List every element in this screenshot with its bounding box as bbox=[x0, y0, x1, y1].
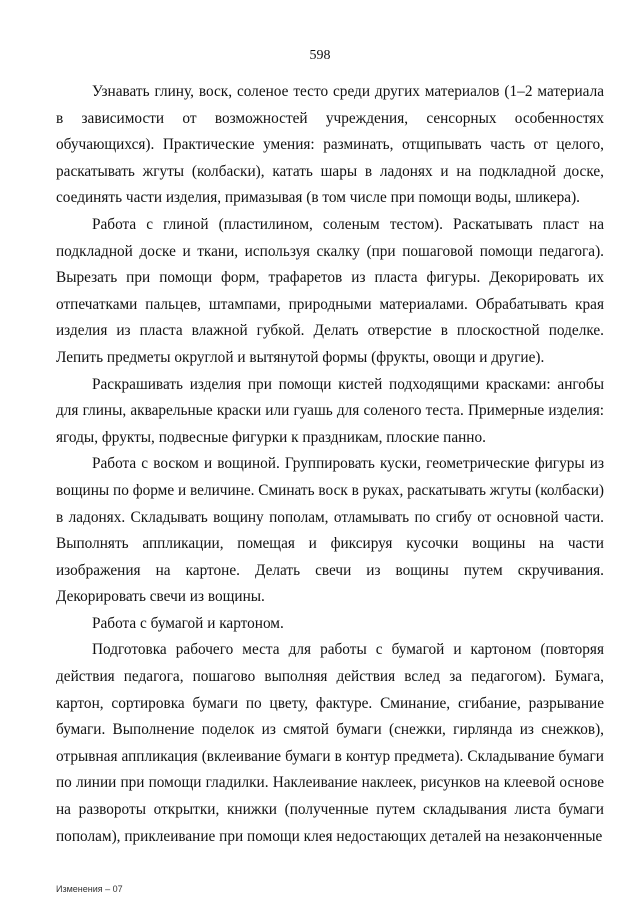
paragraph-1: Узнавать глину, воск, соленое тесто среди других материалов (1–2 материала в зависимости от возможностей учреждения, сенсорных особенностях обучающихся). Практические умения: разминать, отщипывать часть от целого, раскатывать жгуты (колбаски), катать шары в ладонях и на подкладной доске, соединять части изделия, примазывая (в том числе при помощи воды, шликера). bbox=[56, 83, 604, 207]
page-number: 598 bbox=[309, 48, 331, 63]
paragraph-4: Работа с воском и вощиной. Группировать куски, геометрические фигуры из вощины по форме и величине. Сминать воск в руках, раскатывать жгуты (колбаски) в ладонях. Складывать вощину пополам, отламывать по сгибу от основной части. Выполнять аппликации, помещая и фиксируя кусочки вощины на части изображения на картоне. Делать свечи из вощины путем скручивания. Декорировать свечи из вощины. bbox=[56, 455, 604, 606]
footer-revision-note: Изменения – 07 bbox=[56, 884, 123, 894]
paragraph-5-heading: Работа с бумагой и картоном. bbox=[92, 614, 284, 632]
paragraph-6: Подготовка рабочего места для работы с бумагой и картоном (повторяя действия педагога, пошагово выполняя действия вслед за педагогом). Бумага, картон, сортировка бумаги по цвету, фактуре. Сминание, сгибание, разрывание бумаги. Выполнение поделок из смятой бумаги (снежки, гирлянда из снежков), отрывная аппликация (вклеивание бумаги в контур предмета). Складывание бумаги по линии при помощи гладилки. Наклеивание наклеек, рисунков на клеевой основе на развороты открытки, книжки (полученные путем складывания листа бумаги пополам), приклеивание при помощи клея недостающих деталей на незаконченные bbox=[56, 641, 604, 845]
paragraph-2: Работа с глиной (пластилином, соленым тестом). Раскатывать пласт на подкладной доске и ткани, используя скалку (при пошаговой помощи педагога). Вырезать при помощи форм, трафаретов из пласта фигуры. Декорировать их отпечатками пальцев, штампами, природными материалами. Обрабатывать края изделия из пласта влажной губкой. Делать отверстие в плоскостной поделке. Лепить предметы округлой и вытянутой формы (фрукты, овощи и другие). bbox=[56, 215, 604, 366]
paragraph-3: Раскрашивать изделия при помощи кистей подходящими красками: ангобы для глины, акварельные краски или гуашь для соленого теста. Примерные изделия: ягоды, фрукты, подвесные фигурки к праздникам, плоские панно. bbox=[56, 375, 604, 446]
document-body bbox=[56, 79, 604, 850]
